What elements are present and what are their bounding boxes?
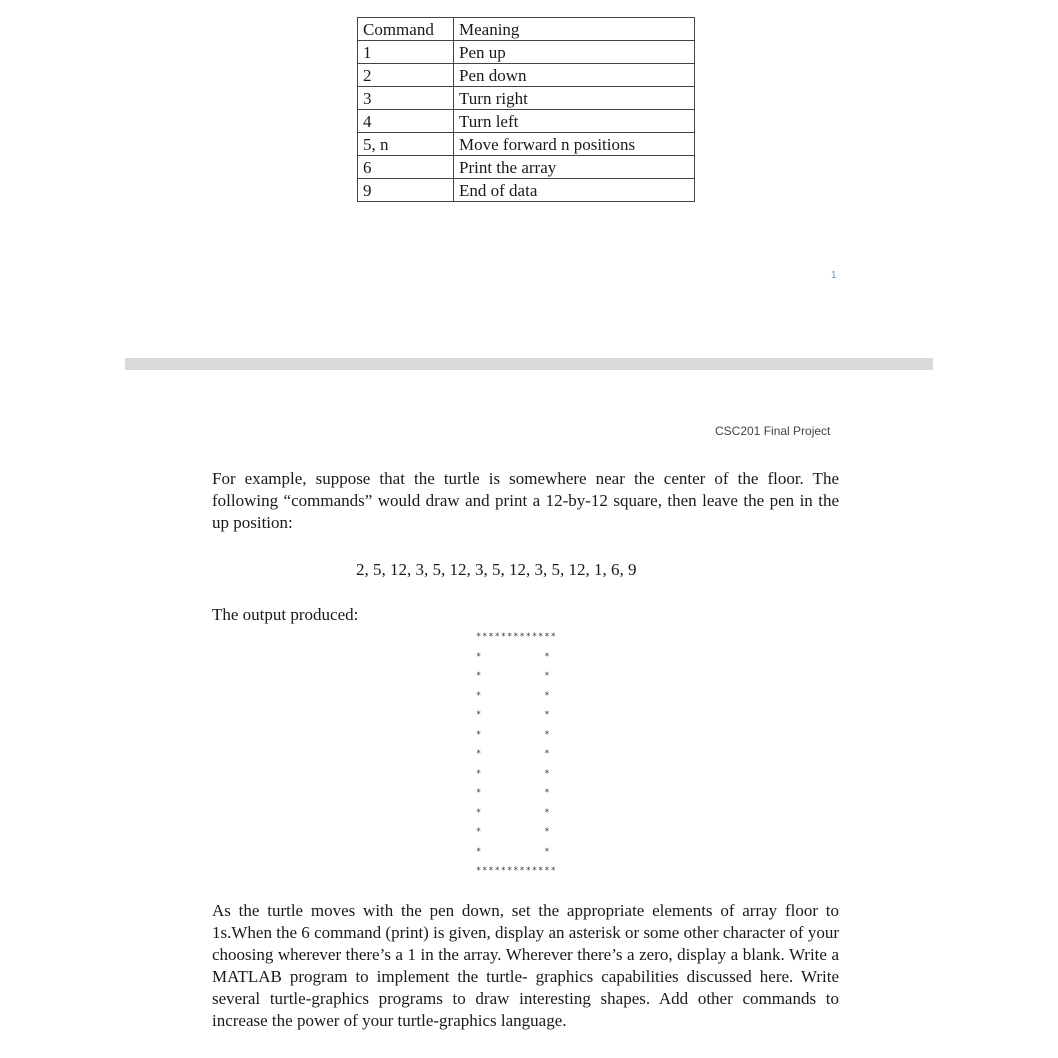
table-row [358,156,695,179]
meaning-cell: Pen up [454,41,695,64]
document-page-top [0,0,1058,358]
table-header-row [358,18,695,41]
command-cell: 5, n [358,133,454,156]
command-cell: 4 [358,110,454,133]
commands-example: 2, 5, 12, 3, 5, 12, 3, 5, 12, 3, 5, 12, 1, 6, 9 [356,560,637,579]
command-table [357,17,695,202]
paragraph-example: For example, suppose that the turtle is somewhere near the center of the floor. The following “commands” would draw and print a 12-by-12 square, then leave the pen in the up position: [212,469,839,532]
meaning-cell: Print the array [454,156,695,179]
table-row [358,110,695,133]
command-cell: 9 [358,179,454,202]
meaning-cell: Move forward n positions [454,133,695,156]
output-square-art: ************* * * * * * * * * * * * * * * * * * * * * * * ************* [476,632,557,876]
header-command: Command [358,18,454,41]
command-cell: 2 [358,64,454,87]
page-separator [125,358,933,370]
header-meaning: Meaning [454,18,695,41]
table-row [358,41,695,64]
command-cell: 6 [358,156,454,179]
table-row [358,179,695,202]
paragraph-instructions: As the turtle moves with the pen down, set the appropriate elements of array floor to 1s.When the 6 command (print) is given, display an asterisk or some other character of your choosing wherever there’s a 1 in the array. Wherever there’s a zero, display a blank. Write a MATLAB program to implement the turtle- graphics capabilities discussed here. Write several turtle-graphics programs to draw interesting shapes. Add other commands to increase the power of your turtle-graphics language. [212,901,839,1030]
table-row [358,64,695,87]
meaning-cell: End of data [454,179,695,202]
table-row [358,133,695,156]
output-label: The output produced: [212,605,359,624]
table-row [358,87,695,110]
page-number: 1 [831,270,837,281]
meaning-cell: Pen down [454,64,695,87]
meaning-cell: Turn right [454,87,695,110]
meaning-cell: Turn left [454,110,695,133]
command-cell: 1 [358,41,454,64]
page-header: CSC201 Final Project [715,424,831,438]
command-cell: 3 [358,87,454,110]
